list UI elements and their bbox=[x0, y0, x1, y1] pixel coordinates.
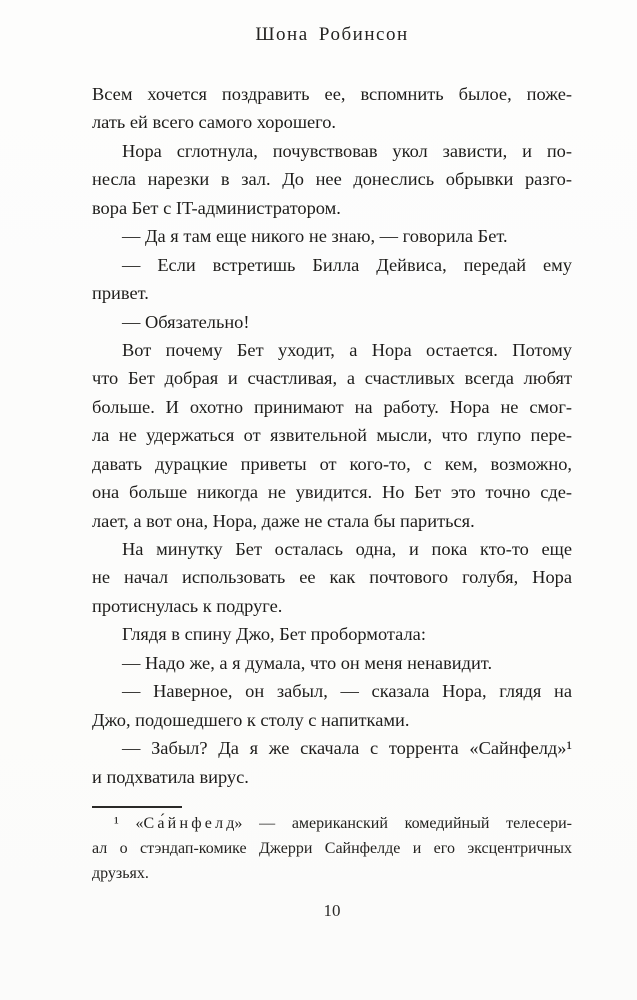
text-line: На минутку Бет осталась одна, и пока кто-то еще bbox=[122, 539, 572, 559]
text-line: и подхватила вирус. bbox=[92, 766, 249, 787]
text-line: лает, а вот она, Нора, даже не стала бы париться. bbox=[92, 510, 475, 531]
text-line: — Да я там еще никого не знаю, — говорила Бет. bbox=[122, 226, 508, 247]
text-line: не начал использовать ее как почтового голубя, Нора bbox=[92, 567, 572, 588]
text-line: ла не удержаться от язвительной мысли, что глупо пере- bbox=[92, 425, 572, 446]
text-line: друзьях. bbox=[92, 864, 149, 882]
text-line: ¹ «С а́ й н ф е л д» — американский комедийный телесери- bbox=[114, 815, 572, 832]
text-line: несла нарезки в зал. До нее донеслись обрывки разго- bbox=[92, 169, 572, 190]
footnote-divider bbox=[92, 806, 182, 808]
page-number: 10 bbox=[323, 901, 341, 920]
text-line: протиснулась к подруге. bbox=[92, 595, 283, 616]
text-line: ал о стэндап-комике Джерри Сайнфелде и его эксцентричных bbox=[92, 839, 572, 857]
footnote bbox=[92, 812, 572, 886]
text-line: она больше никогда не увидится. Но Бет это точно сде- bbox=[92, 482, 572, 503]
text-line: — Обязательно! bbox=[122, 311, 250, 332]
text-line: Нора сглотнула, почувствовав укол зависти, и по- bbox=[122, 140, 572, 161]
text-line: — Надо же, а я думала, что он меня ненавидит. bbox=[122, 652, 493, 673]
text-line: Джо, подошедшего к столу с напитками. bbox=[92, 709, 410, 730]
text-line: Глядя в спину Джо, Бет пробормотала: bbox=[122, 624, 426, 645]
text-line: лать ей всего самого хорошего. bbox=[92, 112, 337, 133]
text-line: больше. И охотно принимают на работу. Нора не смог- bbox=[92, 396, 572, 417]
text-line: давать дурацкие приветы от кого-то, с кем, возможно, bbox=[92, 453, 572, 474]
text-line: Вот почему Бет уходит, а Нора остается. Потому bbox=[122, 339, 572, 360]
text-line: — Наверное, он забыл, — сказала Нора, глядя на bbox=[122, 681, 572, 702]
text-line: вора Бет с IT-администратором. bbox=[92, 197, 341, 218]
text-line: — Забыл? Да я же скачала с торрента «Сайнфелд»¹ bbox=[122, 738, 572, 759]
body-text bbox=[92, 80, 572, 791]
text-line: что Бет добрая и счастливая, а счастливых всегда любят bbox=[92, 368, 572, 389]
text-line: привет. bbox=[92, 283, 149, 304]
text-line: — Если встретишь Билла Дейвиса, передай ему bbox=[122, 254, 572, 275]
text-line: Всем хочется поздравить ее, вспомнить былое, поже- bbox=[92, 84, 572, 104]
running-header: Шона Робинсон bbox=[255, 24, 409, 45]
